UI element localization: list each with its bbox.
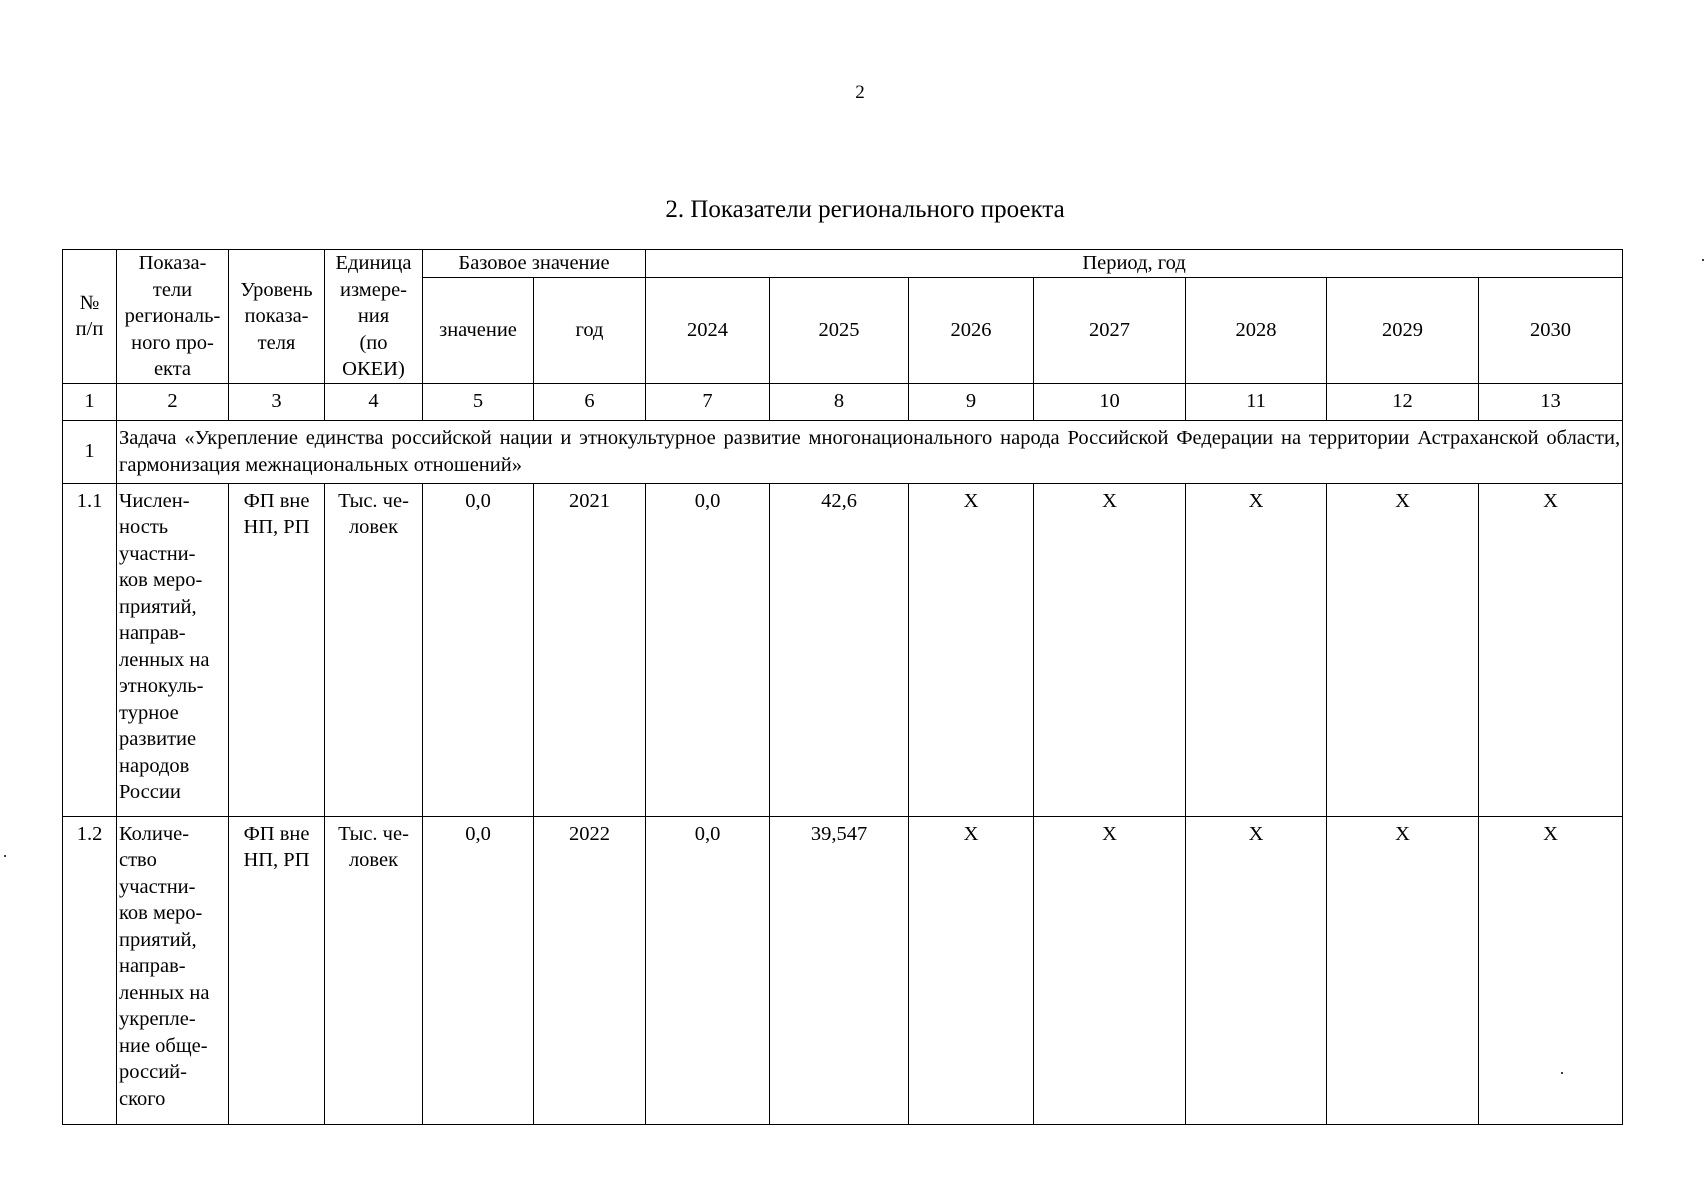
header-year: 2028 (1186, 278, 1327, 383)
base-value: 0,0 (423, 816, 534, 1124)
value-2027: X (1034, 816, 1186, 1124)
column-number: 2 (117, 383, 229, 420)
header-year: 2025 (770, 278, 909, 383)
header-unit: Единица измере- ния (по ОКЕИ) (325, 250, 423, 384)
indicator-name: Числен- ность участни- ков меро- приятий, направ- ленных на этнокуль- турное развитие народов России (117, 483, 229, 816)
indicators-table (62, 249, 1623, 1125)
value-2026: X (909, 483, 1034, 816)
value-2029: X (1327, 816, 1479, 1124)
header-year: 2030 (1479, 278, 1623, 383)
value-2024: 0,0 (646, 483, 770, 816)
column-number: 3 (229, 383, 325, 420)
column-number: 6 (534, 383, 646, 420)
indicator-level: ФП вне НП, РП (229, 816, 325, 1124)
header-num: № п/п (63, 250, 117, 384)
value-2028: X (1186, 483, 1327, 816)
scan-speck (1702, 259, 1704, 261)
column-number: 4 (325, 383, 423, 420)
header-period-group: Период, год (646, 250, 1623, 278)
header-level: Уровень показа- теля (229, 250, 325, 384)
column-number: 10 (1034, 383, 1186, 420)
base-year: 2021 (534, 483, 646, 816)
column-number: 5 (423, 383, 534, 420)
page-number: 2 (855, 82, 865, 103)
column-number: 11 (1186, 383, 1327, 420)
column-number-row (63, 383, 1623, 420)
column-number: 7 (646, 383, 770, 420)
header-base-value: значение (423, 278, 534, 383)
header-base-group: Базовое значение (423, 250, 646, 278)
value-2025: 42,6 (770, 483, 909, 816)
indicator-unit: Тыс. че- ловек (325, 816, 423, 1124)
header-row-top (63, 250, 1623, 278)
column-number: 9 (909, 383, 1034, 420)
indicator-level: ФП вне НП, РП (229, 483, 325, 816)
table-row (63, 483, 1623, 816)
value-2025: 39,547 (770, 816, 909, 1124)
value-2030: X (1479, 483, 1623, 816)
row-num: 1.1 (63, 483, 117, 816)
scan-speck (4, 855, 6, 857)
base-year: 2022 (534, 816, 646, 1124)
column-number: 8 (770, 383, 909, 420)
base-value: 0,0 (423, 483, 534, 816)
header-indicators: Показа- тели региональ- ного про- екта (117, 250, 229, 384)
column-number: 13 (1479, 383, 1623, 420)
value-2030: X (1479, 816, 1623, 1124)
value-2027: X (1034, 483, 1186, 816)
value-2028: X (1186, 816, 1327, 1124)
indicator-unit: Тыс. че- ловек (325, 483, 423, 816)
header-year: 2026 (909, 278, 1034, 383)
column-number: 12 (1327, 383, 1479, 420)
task-text: Задача «Укрепление единства российской нации и этнокультурное развитие многонационального народа Российской Федерации на территории Астраханской области, гармонизация межнациональных отношений» (117, 420, 1623, 483)
value-2029: X (1327, 483, 1479, 816)
section-title: 2. Показатели регионального проекта (665, 196, 1065, 223)
row-num: 1.2 (63, 816, 117, 1124)
header-year: 2024 (646, 278, 770, 383)
header-year: 2029 (1327, 278, 1479, 383)
header-base-year: год (534, 278, 646, 383)
header-year: 2027 (1034, 278, 1186, 383)
task-num: 1 (63, 420, 117, 483)
table-row (63, 816, 1623, 1124)
value-2024: 0,0 (646, 816, 770, 1124)
task-row (63, 420, 1623, 483)
indicator-name: Количе- ство участни- ков меро- приятий, направ- ленных на укрепле- ние обще- россий- ского (117, 816, 229, 1124)
column-number: 1 (63, 383, 117, 420)
scan-speck (1561, 1072, 1563, 1074)
value-2026: X (909, 816, 1034, 1124)
